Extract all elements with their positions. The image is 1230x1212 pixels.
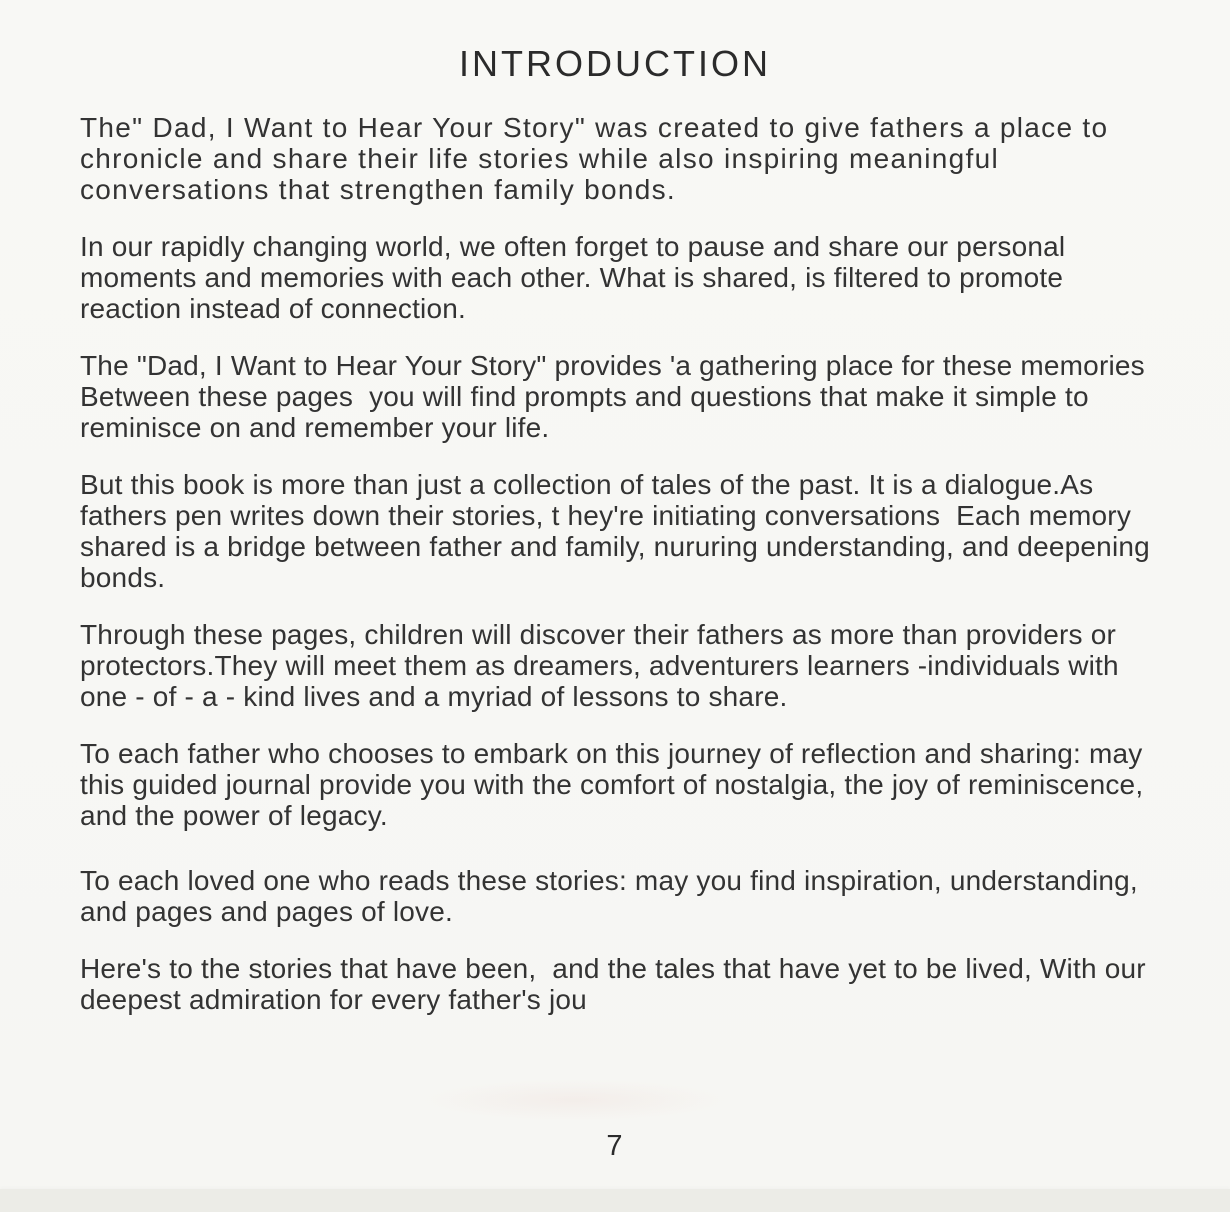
paragraph-discover-fathers: Through these pages, children will discover their fathers as more than providers or protectors.They will meet them as dreamers, adventurers learners -individuals with one - of - a - kind lives and a myriad of lessons to share. xyxy=(80,619,1127,712)
paragraph-to-each-father: To each father who chooses to embark on this journey of reflection and sharing: may this guided journal provide you with the comfort of nostalgia, the joy of reminiscence, and the power of legacy. xyxy=(80,738,1152,831)
paragraph-gathering-place: The "Dad, I Want to Hear Your Story" provides 'a gathering place for these memories Between these pages you will find prompts and questions that make it simple to reminisce on and remember your life. xyxy=(80,350,1161,443)
paragraph-dialogue: But this book is more than just a collection of tales of the past. It is a dialogue.As fathers pen writes down their stories, t hey're initiating conversations Each memory shared is a bridge between father and family, nururing understanding, and deepening bonds. xyxy=(80,469,1158,593)
page-number: 7 xyxy=(606,1130,624,1162)
bottom-edge-band xyxy=(0,1189,1230,1212)
page-title: INTRODUCTION xyxy=(459,43,771,84)
page-body xyxy=(80,112,1161,1015)
paragraph-changing-world: In our rapidly changing world, we often forget to pause and share our personal moments and memories with each other. What is shared, is filtered to promote reaction instead of connection. xyxy=(80,231,1074,324)
paragraph-heres-to-stories: Here's to the stories that have been, and the tales that have yet to be lived, With our deepest admiration for every father's jou xyxy=(80,953,1154,1015)
paragraph-intro-purpose: The" Dad, I Want to Hear Your Story" was created to give fathers a place to chronicle and share their life stories while also inspiring meaningful conversations that strengthen family bonds. xyxy=(80,112,1118,205)
paragraph-to-each-loved-one: To each loved one who reads these stories: may you find inspiration, understanding, and pages and pages of love. xyxy=(80,865,1146,927)
